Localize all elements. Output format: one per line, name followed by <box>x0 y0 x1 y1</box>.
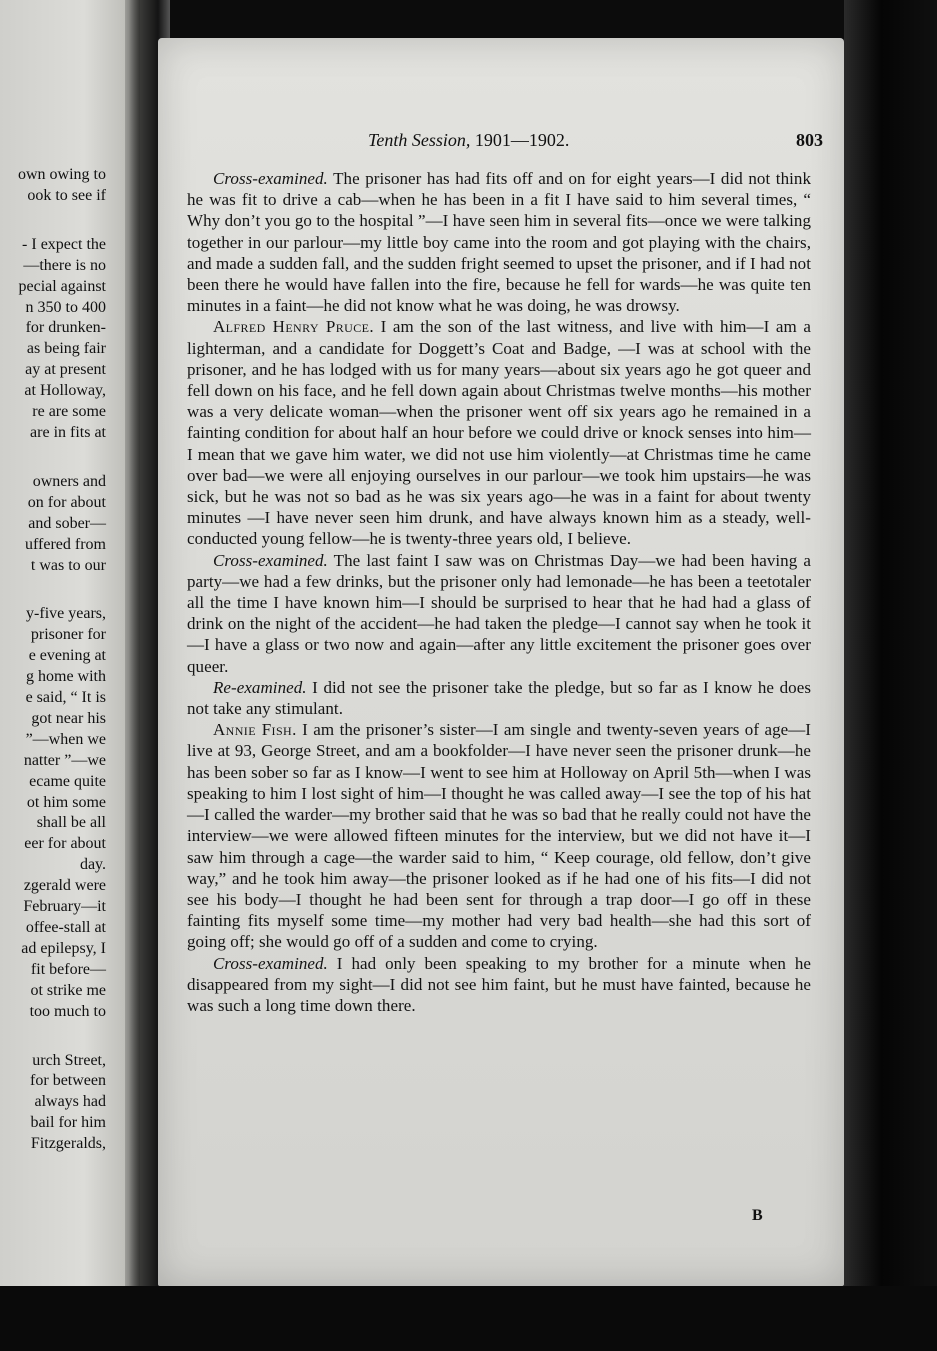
running-head: Tenth Session, 1901—1902. <box>368 130 570 150</box>
paragraph <box>187 953 811 1017</box>
previous-page-line: Fitzgeralds, <box>30 1135 106 1153</box>
previous-page-line: always had <box>34 1093 106 1111</box>
previous-page-text <box>18 165 106 1155</box>
scan-background-bottom <box>0 1286 937 1351</box>
paragraph-body: I am the son of the last witness, and live with him—I am a lighterman, and a candidate for Doggett’s Coat and Badge, —I was at school with the prisoner, and he has lodged with us for many years—about six years ago he got queer and fell down on his face, and he fell down again about Christmas twelve months—his mother was a very delicate woman—when the prisoner went off six years ago he remained in a fainting condition for about half an hour before we could drive or knock senses into him—I mean that we gave him water, we did not use him violently—at Christmas time he came over bad—we were all enjoying ourselves in our parlour—we took him upstairs—he was sick, but he was not so bad as he was six years ago—he was in a faint for about twenty minutes —I have never seen him drunk, and have always known him as a steady, well-conducted young fellow—he is twenty-three years old, I believe. <box>187 317 811 549</box>
page-number: 803 <box>796 130 823 150</box>
line-gap <box>18 1023 106 1051</box>
previous-page-fragment <box>0 0 140 1351</box>
previous-page-line: and sober— <box>28 514 106 532</box>
previous-page-line: are in fits at <box>30 423 106 441</box>
previous-page-line: bail for him <box>30 1114 106 1132</box>
previous-page-line: urch Street, <box>32 1051 106 1069</box>
previous-page-line: February—it <box>23 898 106 916</box>
scan-background-right <box>844 0 937 1351</box>
previous-page-line: - I expect the <box>22 235 106 253</box>
previous-page-line: —there is no <box>23 256 106 274</box>
paragraph <box>187 677 811 719</box>
previous-page-line: on for about <box>27 493 106 511</box>
previous-page-line: as being fair <box>26 340 106 358</box>
previous-page-line: n 350 to 400 <box>25 298 106 316</box>
paragraph-lead: Cross-examined. <box>213 953 328 973</box>
previous-page-line: own owing to <box>18 166 106 183</box>
page-header <box>368 126 823 156</box>
paragraph-lead: Cross-examined. <box>213 550 328 570</box>
line-gap <box>18 207 106 235</box>
paragraph-lead: Re-examined. <box>213 677 307 697</box>
testimony-text <box>187 168 811 1016</box>
previous-page-line: pecial against <box>18 277 106 295</box>
paragraph-body: I am the prisoner’s sister—I am single and twenty-seven years of age—I live at 93, George Street, and am a bookfolder—I have never seen the prisoner drunk—he has been sober so far as I know—I went to see him at Holloway on April 5th—when I was speaking to him I lost sight of him—I thought he was called away—I see the top of his hat—I called the warder—my brother said that he was so bad that he really could not have the interview—we were allowed fifteen minutes for the interview, but we did not have it—I saw him through a cage—the warder said to him, “ Keep courage, old fellow, don’t give way,” and he took him away—the prisoner looked as if he had one of his fits—I did not see his body—I thought he had been sent for through a trap door—I go off in these fainting fits myself some time—my mother had very bad health—she had this sort of going off; she would go off of a sudden and come to crying. <box>187 720 811 952</box>
previous-page-line: day. <box>79 856 106 874</box>
previous-page-line: ot him some <box>26 793 106 811</box>
previous-page-line: natter ”—we <box>23 751 106 769</box>
previous-page-line: for drunken- <box>25 319 106 337</box>
previous-page-line: g home with <box>26 668 106 686</box>
previous-page-line: re are some <box>32 403 106 421</box>
previous-page-line: fit before— <box>30 960 106 978</box>
paragraph <box>187 550 811 677</box>
previous-page-line: uffered from <box>25 535 106 553</box>
previous-page-line: e said, “ It is <box>25 689 106 707</box>
previous-page-line: ook to see if <box>27 186 106 204</box>
paragraph <box>187 719 811 952</box>
previous-page-line: shall be all <box>36 814 106 832</box>
witness-name: Alfred Henry Pruce. <box>213 317 374 337</box>
line-gap <box>18 576 106 604</box>
paragraph-body: The prisoner has had fits off and on for eight years—I did not think he was fit to drive a cab—when he has been in a fit I have said to him several times, “ Why don’t you go to the hospital ”—I have seen him in several fits—once we were talking together in our parlour—my little boy came into the room and got playing with the chairs, and made a sudden fall, and the sudden fright seemed to upset the prisoner, and if I had not been there he would have fallen into the fire, because he fell for wards—he was quite ten minutes in a faint—he did not know what he was doing, he was drowsy. <box>187 169 811 316</box>
previous-page-line: at Holloway, <box>24 382 106 400</box>
previous-page-line: got near his <box>31 709 106 727</box>
witness-name: Annie Fish. <box>213 720 297 740</box>
paragraph-body: I did not see the prisoner take the pledge, but so far as I know he does not take any stimulant. <box>187 677 811 719</box>
page-edge-shadow <box>125 0 140 1351</box>
previous-page-line: ot strike me <box>30 981 106 999</box>
paragraph-body: The last faint I saw was on Christmas Day—we had been having a party—we had a few drinks, but the prisoner only had lemonade—he has been a teetotaler all the time I have known him—I should be surprised to hear that he had had a glass of drink on the night of the accident—he had taken the pledge—I cannot say when he took it —I have a glass or two now and again—after any little excitement the prisoner goes over queer. <box>187 550 811 676</box>
paragraph-lead: Cross-examined. <box>213 169 328 188</box>
line-gap <box>18 444 106 472</box>
paragraph <box>187 316 811 549</box>
paragraph <box>187 168 811 316</box>
previous-page-line: too much to <box>29 1002 106 1020</box>
printer-signature-mark: B <box>752 1207 763 1224</box>
previous-page-line: ecame quite <box>29 772 106 790</box>
previous-page-line: owners and <box>32 472 106 490</box>
previous-page-line: ay at present <box>25 361 106 379</box>
previous-page-line: ”—when we <box>25 730 106 748</box>
previous-page-line: y-five years, <box>26 605 106 623</box>
previous-page-line: eer for about <box>24 835 106 853</box>
paragraph-body: I had only been speaking to my brother for a minute when he disappeared from my sight—I did not see him faint, but he must have fainted, because he was such a long time down there. <box>187 953 811 1015</box>
previous-page-line: offee-stall at <box>25 919 106 936</box>
previous-page-line: for between <box>30 1072 106 1090</box>
previous-page-line: e evening at <box>28 647 106 665</box>
previous-page-line: ad epilepsy, I <box>21 939 106 957</box>
previous-page-line: t was to our <box>30 556 106 574</box>
previous-page-line: prisoner for <box>30 626 106 644</box>
previous-page-line: zgerald were <box>23 877 106 895</box>
